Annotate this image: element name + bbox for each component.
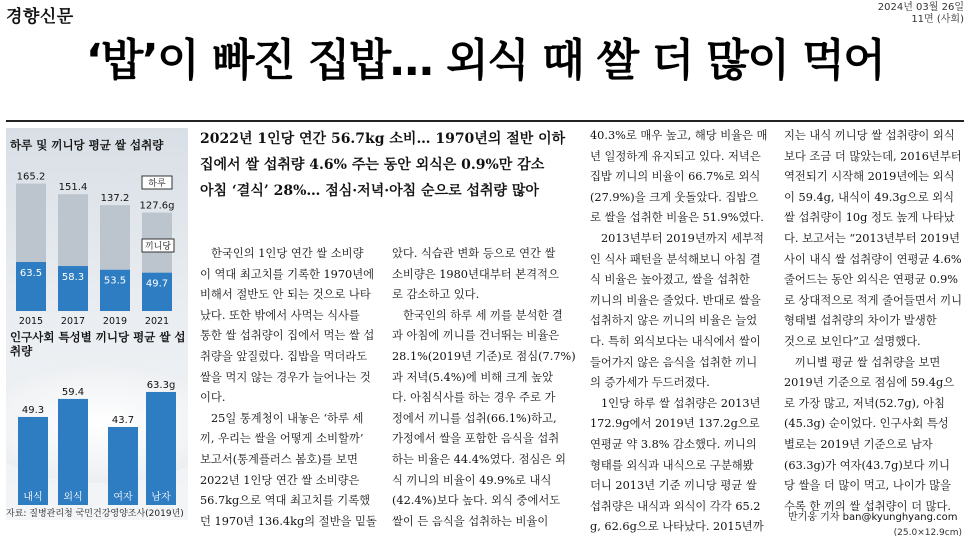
bar-daily-2015 — [16, 184, 46, 262]
article-line: 섭취하지 않은 끼니의 비율은 늘었 — [590, 314, 758, 328]
article-line: 보고서(통계플러스 봄호)를 보면 — [200, 452, 358, 466]
article-line: 인 식사 패턴을 분석해보니 아침 결 — [590, 252, 761, 266]
article-line: 났다. 또한 밖에서 사먹는 식사를 — [200, 308, 360, 322]
article-line: 과 아침에 끼니를 건너뛰는 비율은 — [392, 329, 560, 343]
article-line: 집밥 끼니의 비율이 66.7%로 외식 — [590, 170, 761, 184]
article-line: 이 역대 최고치를 기록한 1970년에 — [200, 267, 375, 281]
value-label-daily: 127.6g — [139, 200, 175, 212]
chart1-svg — [6, 156, 188, 331]
article-line: 의 증가세가 두드러졌다. — [590, 376, 710, 390]
article-line: 끼니별 평균 쌀 섭취량을 보면 — [795, 355, 941, 369]
article-line: 2022년 1인당 연간 쌀 소비량은 — [200, 473, 360, 487]
x-tick-label: 2015 — [18, 316, 44, 327]
size-note: (25.0×12.9cm) — [893, 528, 962, 538]
category-label: 외식 — [63, 492, 83, 503]
bar-남자 — [146, 392, 176, 505]
headline: ‘밥’이 빠진 집밥… 외식 때 쌀 더 많이 먹어 — [85, 35, 885, 86]
value-label-daily: 165.2 — [16, 171, 46, 183]
dateline — [878, 2, 964, 26]
article-line: (42.4%)보다 높다. 외식 중에서도 — [392, 494, 561, 508]
article-line: 한국인의 1인당 연간 쌀 소비량 — [211, 247, 364, 260]
article-line: 56.7kg으로 역대 최고치를 기록했 — [200, 494, 371, 508]
value-label-per-meal: 49.7 — [145, 278, 169, 290]
article-line: 28.1%(2019년 기준)로 점심(7.7%) — [392, 349, 576, 363]
article-line: 비해서 절반도 안 되는 것으로 나타 — [200, 288, 371, 302]
article-line: 이다. — [200, 391, 226, 405]
chart2-title: 인구사회 특성별 끼니당 평균 쌀 섭취량 — [10, 330, 186, 358]
value-label: 63.3g — [146, 379, 176, 391]
article-line: 더니 2013년 기준 끼니당 평균 쌀 — [590, 479, 757, 493]
article-line: 한국인의 하루 세 끼를 분석한 결 — [403, 308, 563, 322]
article-line: 식 비율은 높아졌고, 쌀을 섭취한 — [590, 273, 750, 287]
article-line: 것으로 보인다”고 설명했다. — [784, 334, 921, 348]
subhead-line: 집에서 쌀 섭취량 4.6% 주는 동안 외식은 0.9%만 감소 — [200, 157, 545, 173]
byline: 반기웅 기자 ban@kyunghyang.com — [788, 512, 958, 523]
bar-daily-2019 — [100, 205, 130, 270]
value-label: 43.7 — [111, 414, 135, 426]
legend-daily: 하루 — [148, 179, 166, 189]
article-line: 형태를 외식과 내식으로 구분해봤 — [590, 458, 754, 472]
article-line: g, 62.6g으로 나타났다. 2015년까 — [590, 520, 764, 534]
article-line: 다. 특히 외식보다는 내식에서 쌀이 — [590, 334, 761, 348]
article-line: 식 끼니의 비율이 49.9%로 내식 — [392, 473, 552, 487]
article-line: 사이 내식 쌀 섭취량이 연평균 4.6% — [784, 252, 962, 266]
chart2-svg — [6, 360, 188, 510]
x-tick-label: 2021 — [144, 316, 170, 327]
article-line: 2013년부터 2019년까지 세부적 — [601, 231, 764, 245]
value-label-daily: 137.2 — [100, 193, 130, 205]
article-line: 형태별 섭취량의 차이가 발생한 — [784, 314, 937, 328]
value-label-daily: 151.4 — [58, 182, 88, 194]
article-line: 정에서 끼니를 섭취(66.1%)하고, — [392, 411, 557, 425]
article-line: 40.3%로 매우 높고, 해당 비율은 매 — [590, 129, 768, 142]
article-column-1 — [200, 244, 380, 532]
subhead-line: 아침 ‘결식’ 28%… 점심·저녁·아침 순으로 섭취량 많아 — [200, 183, 539, 199]
article-line: 당 쌀을 더 많이 먹고, 나이가 많을 — [784, 479, 952, 493]
article-line: 다. 보고서는 “2013년부터 2019년 — [784, 231, 960, 245]
article-line: 쌀이 든 음식을 섭취하는 비율이 — [392, 514, 549, 528]
article-line: 던 1970년 136.4kg의 절반을 밑돌 — [200, 514, 377, 528]
category-label: 내식 — [23, 492, 43, 503]
article-line: 이 59.4g, 내식이 49.3g으로 외식 — [784, 190, 955, 204]
value-label: 59.4 — [61, 386, 85, 398]
article-line: 년 일정하게 유지되고 있다. 저녁은 — [590, 149, 761, 163]
bar-외식 — [58, 399, 88, 505]
article-line: 로 쌀을 섭취한 비율은 51.9%였다. — [590, 211, 764, 225]
value-label-per-meal: 63.5 — [19, 268, 43, 280]
article-line: 로 상대적으로 적게 줄어들면서 끼니 — [784, 293, 963, 307]
article-line: 2019년 기준으로 점심에 59.4g으 — [784, 376, 955, 390]
article-column-3 — [590, 126, 772, 538]
article-line: 보다 조금 더 많았는데, 2016년부터 — [784, 149, 962, 163]
article-line: 지는 내식 끼니당 쌀 섭취량이 외식 — [784, 129, 955, 142]
legend-per-meal: 끼니당 — [144, 242, 172, 252]
article-column-4 — [784, 126, 964, 517]
article-line: 하는 비율은 44.4%였다. 점심은 외 — [392, 452, 566, 466]
x-tick-label: 2017 — [60, 316, 86, 327]
article-line: 별로는 2019년 기준으로 남자 — [784, 437, 933, 451]
article-line: 로 감소하고 있다. — [392, 288, 480, 302]
chart1-title: 하루 및 끼니당 평균 쌀 섭취량 — [10, 138, 164, 152]
article-line: 끼니의 비율은 줄었다. 반대로 쌀을 — [590, 293, 761, 307]
article-line: 쌀 섭취량이 10g 정도 높게 나타났 — [784, 211, 955, 225]
article-line: 가정에서 쌀을 포함한 음식을 섭취 — [392, 432, 560, 446]
headline-rule — [6, 120, 964, 122]
value-label-per-meal: 53.5 — [103, 275, 127, 287]
article-line: (63.3g)가 여자(43.7g)보다 끼니 — [784, 458, 950, 472]
value-label-per-meal: 58.3 — [61, 272, 85, 284]
article-line: 로 가장 많고, 저녁(52.7g), 아침 — [784, 396, 945, 410]
article-line: 25일 통계청이 내놓은 ‘하루 세 — [211, 411, 364, 425]
page-section: 11면 (사회) — [911, 14, 964, 25]
x-tick-label: 2019 — [102, 316, 128, 327]
bar-daily-2017 — [58, 194, 88, 266]
article-line: 과 저녁(5.4%)에 비해 크게 높았 — [392, 370, 554, 384]
article-line: (45.3g) 순이었다. 인구사회 특성 — [784, 417, 949, 431]
article-line: 1인당 하루 쌀 섭취량은 2013년 — [601, 396, 761, 410]
article-line: 쌀을 먹지 않는 경우가 늘어나는 것 — [200, 370, 371, 384]
article-line: 줄어드는 동안 외식은 연평균 0.9% — [784, 273, 959, 287]
value-label: 49.3 — [21, 404, 45, 416]
source-note: 자료: 질병관리청 국민건강영양조사(2019년) — [6, 509, 184, 519]
article-line: 았다. 식습관 변화 등으로 연간 쌀 — [392, 247, 556, 260]
article-line: 들어가지 않은 음식을 섭취한 끼니 — [590, 355, 758, 369]
article-line: (27.9%)을 크게 웃돌았다. 집밥으 — [590, 190, 759, 204]
article-line: 통한 쌀 섭취량이 집에서 먹는 쌀 섭 — [200, 329, 375, 343]
subhead — [200, 126, 580, 204]
article-line: 끼, 우리는 쌀을 어떻게 소비할까’ — [200, 432, 364, 446]
article-column-2 — [392, 244, 578, 532]
article-line: 수록 한 끼의 쌀 섭취량이 더 많다. — [784, 499, 952, 513]
article-line: 소비량은 1980년대부터 본격적으 — [392, 267, 559, 281]
article-line: 역전되기 시작해 2019년에는 외식 — [784, 170, 955, 184]
article-line: 다. 아침식사를 하는 경우 주로 가 — [392, 391, 556, 405]
article-line: 섭취량은 내식과 외식이 각각 65.2 — [590, 499, 761, 513]
date: 2024년 03월 26일 — [877, 2, 964, 13]
subhead-line: 2022년 1인당 연간 56.7kg 소비… 1970년의 절반 이하 — [200, 131, 566, 147]
masthead: 경향신문 — [6, 7, 74, 27]
infographic — [6, 128, 188, 520]
article-line: 172.9g에서 2019년 137.2g으로 — [590, 417, 760, 431]
category-label: 남자 — [151, 492, 171, 503]
article-line: 취량을 앞질렀다. 집밥을 먹더라도 — [200, 349, 368, 363]
article-line: 연평균 약 3.8% 감소했다. 끼니의 — [590, 437, 757, 451]
category-label: 여자 — [113, 492, 133, 503]
